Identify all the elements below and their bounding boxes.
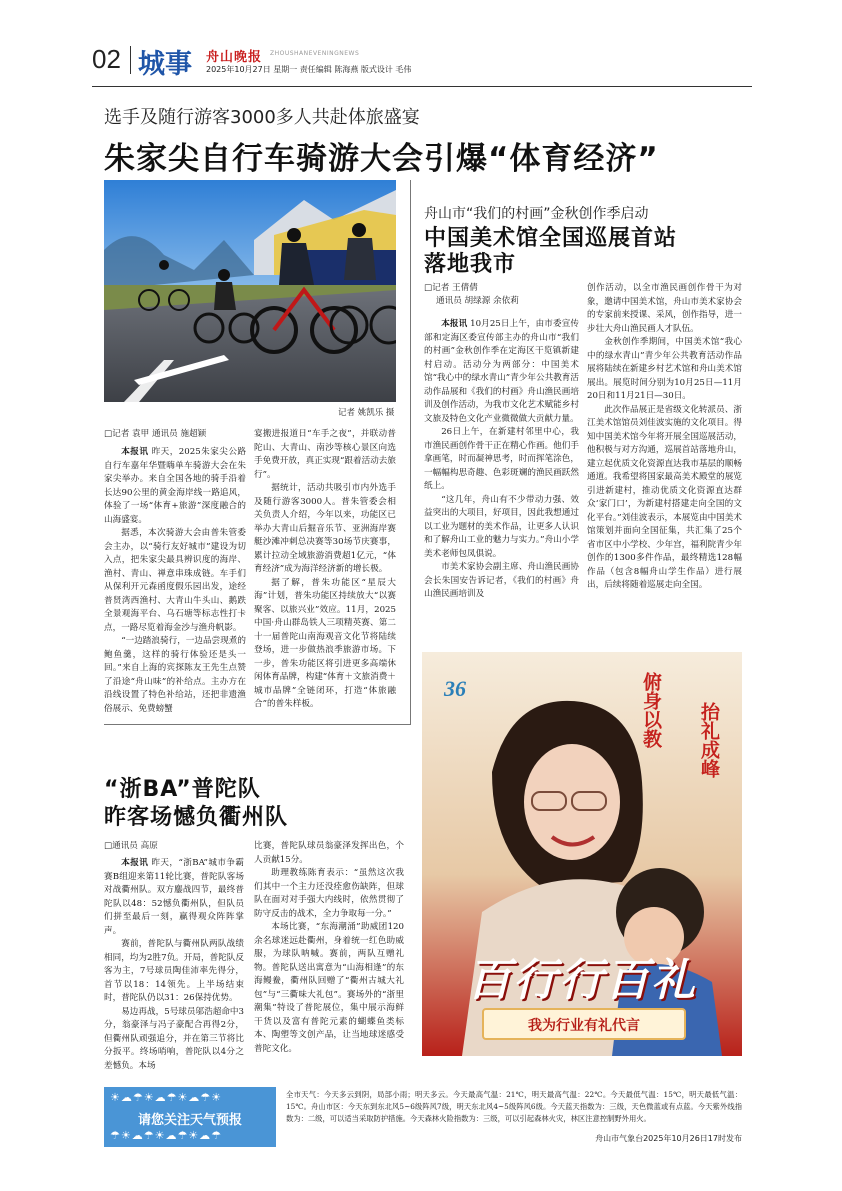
paragraph bbox=[104, 446, 246, 527]
civility-ad bbox=[422, 652, 742, 1056]
weather-box bbox=[104, 1087, 744, 1147]
ad-vertical-text-2: 抬礼成峰 bbox=[698, 702, 720, 778]
masthead-rule bbox=[92, 86, 752, 87]
ad-slogan: 我为行业有礼代言 bbox=[528, 1018, 640, 1034]
masthead bbox=[92, 40, 752, 86]
paragraph-text: 创作活动，以全市渔民画创作骨干为对象，邀请中国美术馆，舟山市美术家协会的专家前来授课、采风，创作指导，进一步壮大舟山渔民画人才队伍。 bbox=[587, 283, 742, 334]
story1-column-2 bbox=[254, 428, 396, 712]
paragraph-text: 本场比赛，“东海潮涌”助威团120余名球迷远赴衢州，身着统一红色助威服，为球队呐喊。赛前，两队互赠礼物。普陀队送出寓意为“山海相逢”的东海鳗鲞，衢州队回赠了“衢州古城大礼包”与“三衢味大礼包”。赛场外的“浙里潮集”特设了普陀展位，集中展示海鲜干货以及富有普陀元素的蝴蝶鱼类标本、陶塑等文创产品，让当地球迷感受普陀文化。 bbox=[254, 922, 404, 1054]
story2-headline-line1: 中国美术馆全国巡展首站 bbox=[424, 226, 678, 251]
story2-column-1 bbox=[424, 318, 579, 602]
lead-tag: 本报讯 bbox=[441, 319, 468, 329]
paragraph-text: 26日上午，在新建村邻里中心，我市渔民画创作骨干正在精心作画。他们手拿画笔，时而凝神思考，时而挥笔涂色，一幅幅构思奇趣、色彩斑斓的渔民画跃然纸上。 bbox=[424, 427, 579, 491]
weather-icons-row-bottom: ☂☀☁☂☀☁☂☀☁☂ bbox=[110, 1129, 223, 1142]
paragraph-text: 昨天，2025朱家尖公路自行车嘉年华暨嗨单车骑游大会在朱家尖举办。来自全国各地的骑手沿着长达90公里的黄金海岸线一路追风，体验了一场“体育+旅游”深度融合的山海盛宴。 bbox=[104, 447, 246, 525]
ad-logo bbox=[440, 672, 474, 706]
column-divider bbox=[410, 180, 411, 725]
page-number: 02 bbox=[92, 44, 121, 74]
weather-prompt: 请您关注天气预报 bbox=[137, 1113, 242, 1128]
paragraph-text: 此次作品展正是省级文化转派员、浙江美术馆馆员刘佳波实施的文化项目。得知中国美术馆今年将开展全国巡展活动，他积极与对方沟通，巡展首站落地舟山，建立起优质文化资源直达我市基层的顺畅通道。我希望将国家最高美术殿堂的展览引进新建村，推动优质文化资源直达群众‘家门口’，为新建村搭建走向全国的文化平台。”刘佳波表示，本展览由中国美术馆策划并面向全国征集，共汇集了25个省市区中小学校、少年宫，福利院青少年创作的1300多件作品，最终精选128幅作品（包含8幅舟山学生作品）进行展出，后续将随着巡展走向全国。 bbox=[587, 404, 742, 590]
paragraph bbox=[587, 282, 742, 336]
story2-kicker: 舟山市“我们的村画”金秋创作季启动 bbox=[424, 206, 649, 222]
masthead-divider bbox=[130, 46, 131, 74]
paragraph-text: 据了解，普朱功能区“星辰大海”计划，普朱功能区持续放大“以赛聚客、以旅兴业”效应。11月，2025中国·舟山群岛铁人三项精英赛、第二十一届普陀山南海观音文化节将陆续登场，进一步做热浪季旅游市场。下一步，普朱功能区将引进更多高端休闲体育品牌，构建“体育＋文旅消费＋城市品牌”全链闭环，打造“体旅融合”的普朱样板。 bbox=[254, 577, 396, 709]
paragraph-text: “一边踏浪骑行，一边品尝现煮的鲍鱼羹，这样的骑行体验还是头一回。”来自上海的宾探陈友王先生点赞了沿途“舟山味”的补给点。主办方在沿线设置了特色补给站，还把非遗渔俗展示、免费螃蟹 bbox=[104, 636, 246, 714]
story2-column-2 bbox=[587, 282, 742, 593]
story3-column-2 bbox=[254, 840, 404, 1056]
ad-slogan-box bbox=[482, 1008, 686, 1040]
paragraph bbox=[424, 561, 579, 602]
story3-byline: □通讯员 高原 bbox=[104, 841, 158, 851]
story3-headline: 昨客场憾负衢州队 bbox=[104, 805, 289, 830]
paragraph-text: 10月25日上午，由市委宣传部和定海区委宣传部主办的舟山市“我们的村画”金秋创作季在定海区干览镇新建村启动。活动分为两部分：中国美术馆“我心中的绿水青山”青少年公共教育活动作品展和《我们的村画》舟山渔民画培训及创作活动，为我市文化艺术赋能乡村文旅及特色文化产业微微做大贡献力量。 bbox=[424, 319, 579, 424]
paper-name: 舟山晚报 bbox=[206, 50, 263, 65]
section-divider bbox=[104, 724, 410, 725]
paragraph bbox=[104, 938, 244, 1006]
section-name: 城事 bbox=[138, 49, 192, 80]
story3-column-1 bbox=[104, 857, 244, 1073]
paragraph bbox=[104, 635, 246, 716]
cycling-photo bbox=[104, 180, 396, 402]
paragraph bbox=[254, 840, 404, 867]
weather-icons-row-top: ☀☁☂☀☁☂☀☁☂☀ bbox=[110, 1091, 223, 1104]
paragraph-text: 比赛，普陀队球员翁豪泽发挥出色，个人贡献15分。 bbox=[254, 841, 404, 865]
paragraph-text: 宴搬进报道日“车手之夜”，并联动普陀山、大青山、南沙等核心景区向选手免费开放，真正实现“跟着活动去旅行”。 bbox=[254, 429, 396, 480]
weather-forecast: 全市天气：今天多云到阴，局部小雨；明天多云。今天最高气温：21℃，明天最高气温：22℃。今天最低气温：15℃，明天最低气温：15℃。舟山市区：今天东到东北风5~6级阵风7级，明天东北风4~5级阵风6级。今天蓝天指数为：三级，天色微蓝或有点蓝。今天紫外线指数为：二级，可以适当采取防护措施。今天森林火险指数为：三级，可以引起森林火灾，林区注意控制野外用火。 bbox=[286, 1090, 742, 1123]
lead-tag: 本报讯 bbox=[121, 858, 149, 868]
paragraph bbox=[104, 1006, 244, 1074]
ad-title: 百行行百礼 bbox=[467, 955, 697, 1006]
paragraph bbox=[254, 482, 396, 577]
photo-credit: 记者 姚凯乐 摄 bbox=[338, 408, 395, 418]
paragraph bbox=[254, 867, 404, 921]
story2-headline-line2: 落地我市 bbox=[424, 252, 517, 277]
paragraph bbox=[104, 857, 244, 938]
paragraph-text: 昨天，“浙BA”城市争霸赛B组迎来第11轮比赛，普陀队客场对战衢州队。双方鏖战四节，最终普陀队以48：52憾负衢州队，但队员们拼至最后一刻，赢得观众阵阵掌声。 bbox=[104, 858, 244, 936]
paragraph bbox=[424, 494, 579, 562]
masthead-meta: 2025年10月27日 星期一 责任编辑 陈海燕 版式设计 毛伟 bbox=[206, 65, 412, 74]
paragraph bbox=[424, 318, 579, 426]
story1-headline: 朱家尖自行车骑游大会引爆“体育经济” bbox=[104, 141, 659, 177]
paper-english-name: ZHOUSHANEVENINGNEWS bbox=[270, 50, 360, 57]
paragraph bbox=[587, 336, 742, 404]
paragraph bbox=[254, 577, 396, 712]
story1-byline: □记者 袁甲 通讯员 施超颖 bbox=[104, 429, 207, 439]
paragraph bbox=[587, 404, 742, 593]
paragraph-text: 易边再战，5号球员邬浩超命中3分，翁豪泽与冯子豪配合再得2分，但衢州队顽强追分，并在第三节将比分扳平。终场哨响，普陀队以4分之差憾负。本场 bbox=[104, 1006, 244, 1071]
weather-issuer: 舟山市气象台2025年10月26日17时发布 bbox=[595, 1134, 742, 1143]
paragraph-text: 金秋创作季期间，中国美术馆“我心中的绿水青山”青少年公共教育活动作品展将陆续在新建乡村艺术馆和舟山美术馆展出。展览时间分别为10月25日—11月20日和11月21日—30日。 bbox=[587, 337, 742, 401]
story3-kicker: “浙BA”普陀队 bbox=[104, 777, 261, 802]
paragraph-text: 助理教练陈育表示：“虽然这次我们其中一个主力还没痊愈伤缺阵，但球队在面对对手强大内线时，依然贯彻了防守反击的战术，全力争取每一分。” bbox=[254, 868, 404, 919]
cycling-photo-art bbox=[104, 180, 396, 402]
lead-tag: 本报讯 bbox=[121, 447, 149, 457]
paragraph bbox=[254, 428, 396, 482]
paragraph-text: “这几年，舟山有不少带动力强、效益突出的大项目，好项目，因此我想通过以工业为题材的美术作品，让更多人认识和了解舟山工业的魅力与实力。”舟山小学美术老师包凤俱说。 bbox=[424, 494, 579, 559]
paragraph-text: 据统计，活动共吸引市内外选手及随行游客3000人。普朱管委会相关负责人介绍，今年以来，功能区已举办大青山后掘音乐节、亚洲海岸赛艇沙滩冲刺总决赛等30场节庆赛事，累计拉动全域旅游消费超1亿元，“体育经济”成为海洋经济新的增长极。 bbox=[254, 483, 396, 574]
weather-banner bbox=[104, 1087, 276, 1147]
paragraph bbox=[254, 921, 404, 1056]
story2-byline-2: 通讯员 胡绿源 余依莉 bbox=[436, 296, 519, 306]
paragraph bbox=[424, 426, 579, 494]
paragraph bbox=[104, 527, 246, 635]
paragraph-text: 据悉，本次骑游大会由普朱管委会主办，以“骑行友好城市”建设为切入点，把朱家尖最具辨识度的海岸、渔村、青山、禅意串珠成链。车手们从保利开元森函度假乐园出发，途经普贤湾西渔村、大青山牛头山、鹅跌全景观海平台、乌石塘等标志性打卡点，一路尽览着海金沙与渔舟帆影。 bbox=[104, 528, 246, 633]
ad-logo-number: 36 bbox=[444, 676, 466, 701]
story2-byline-1: □记者 王倩倩 bbox=[424, 283, 478, 293]
ad-vertical-text-1: 俯身以教 bbox=[640, 672, 662, 748]
story1-column-1 bbox=[104, 446, 246, 716]
paragraph-text: 赛前，普陀队与衢州队两队战绩相同，均为2胜7负。开局，普陀队反客为主，7号球员陶佳沛率先得分，首节以18：14领先。上半场结束时，普陀队仍以31：26保持优势。 bbox=[104, 939, 244, 1003]
paragraph-text: 市美术家协会副主席、舟山渔民画协会长朱国安告诉记者，《我们的村画》舟山渔民画培训及 bbox=[424, 562, 579, 599]
story1-kicker: 选手及随行游客3000多人共赴体旅盛宴 bbox=[104, 107, 420, 128]
